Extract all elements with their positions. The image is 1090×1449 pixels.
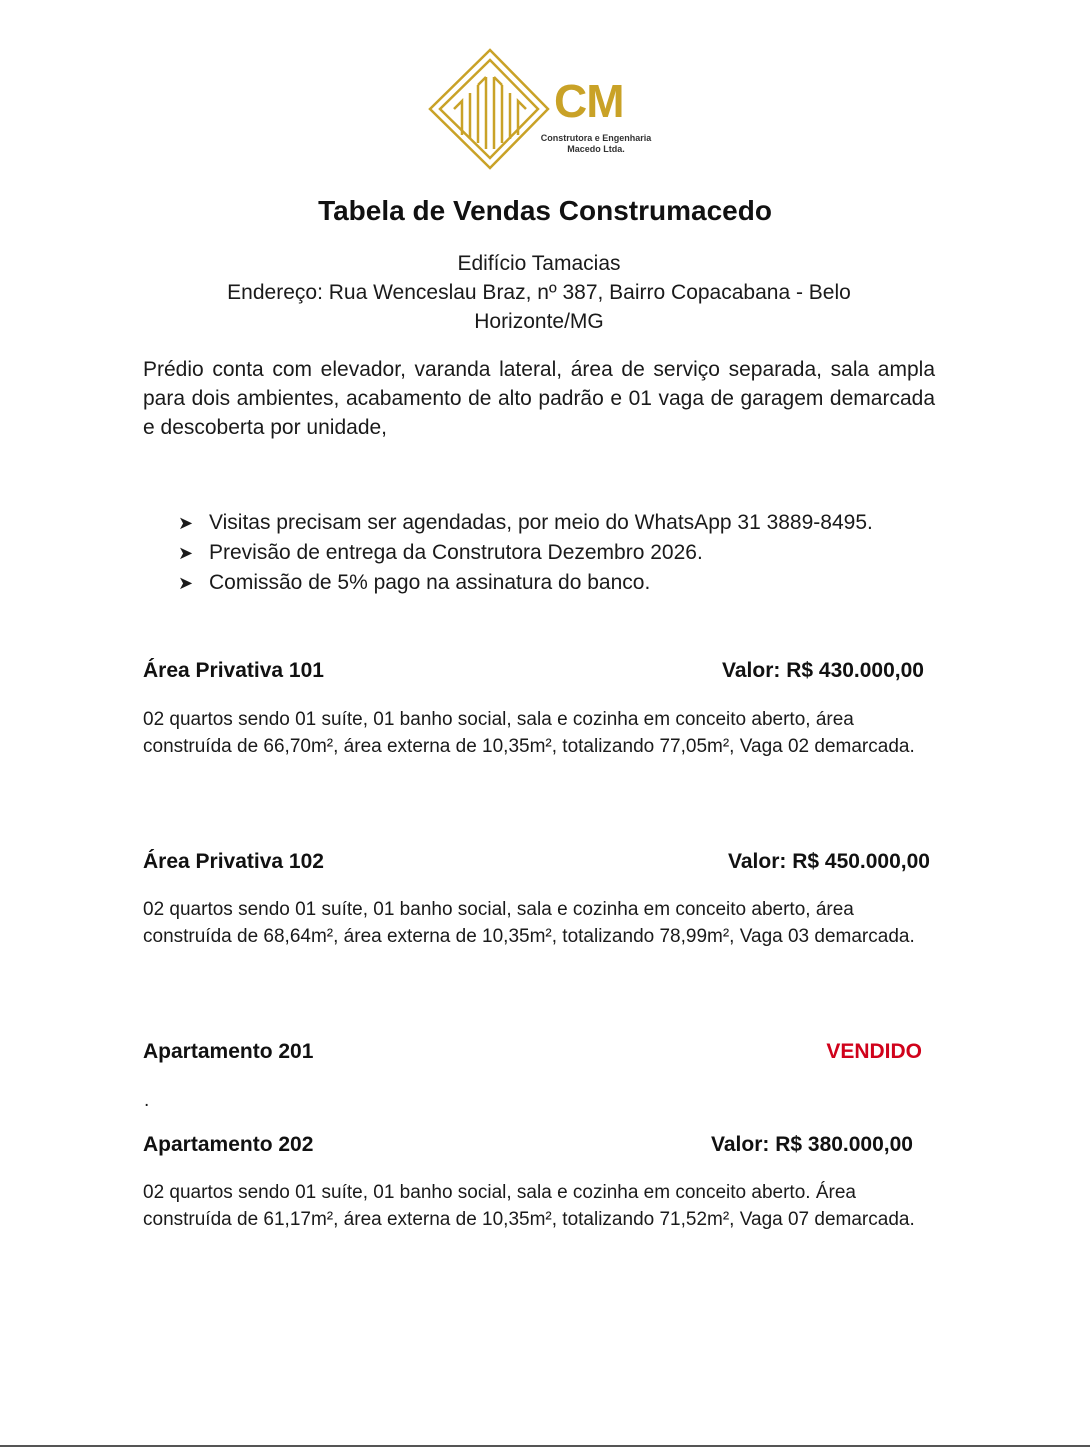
- diamond-building-icon: [424, 47, 554, 173]
- logo-subtitle: [536, 133, 656, 155]
- unit-name-101: Área Privativa 101: [143, 659, 324, 682]
- logo-subtitle-line1: Construtora e Engenharia: [540, 133, 652, 143]
- logo-subtitle-line2: Macedo Ltda.: [567, 144, 625, 154]
- bullet-text: Visitas precisam ser agendadas, por meio do WhatsApp 31 3889-8495.: [209, 511, 873, 534]
- building-address-line1: Endereço: Rua Wenceslau Braz, nº 387, Bairro Copacabana - Belo: [227, 281, 851, 304]
- logo-brand-text: CM: [554, 75, 624, 127]
- bullet-item: [178, 538, 873, 568]
- unit-status-sold: VENDIDO: [826, 1040, 922, 1063]
- unit-name-202: Apartamento 202: [143, 1133, 314, 1156]
- page-bottom-divider: [0, 1445, 1090, 1447]
- arrow-bullet-icon: ➤: [178, 573, 194, 593]
- unit-description-202: 02 quartos sendo 01 suíte, 01 banho social, sala e cozinha em conceito aberto. Área construída de 61,17m², área externa de 10,35m², totalizando 71,52m², Vaga 07 demarcada.: [143, 1182, 915, 1230]
- unit-price-101: Valor: R$ 430.000,00: [722, 659, 924, 682]
- bullet-item: [178, 508, 873, 538]
- unit-description-102: 02 quartos sendo 01 suíte, 01 banho social, sala e cozinha em conceito aberto, área construída de 68,64m², área externa de 10,35m², totalizando 78,99m², Vaga 03 demarcada.: [143, 899, 915, 947]
- building-name: Edifício Tamacias: [457, 252, 621, 275]
- info-bullet-list: [178, 508, 873, 598]
- bullet-text: Previsão de entrega da Construtora Dezembro 2026.: [209, 541, 703, 564]
- bullet-item: [178, 568, 873, 598]
- arrow-bullet-icon: ➤: [178, 543, 194, 563]
- arrow-bullet-icon: ➤: [178, 513, 194, 533]
- unit-price-202: Valor: R$ 380.000,00: [711, 1133, 913, 1156]
- building-description: Prédio conta com elevador, varanda lateral, área de serviço separada, sala ampla para dois ambientes, acabamento de alto padrão e 01 vaga de garagem demarcada e descoberta por unidade,: [143, 358, 935, 439]
- company-logo: [424, 47, 664, 173]
- building-address-line2: Horizonte/MG: [474, 310, 604, 333]
- unit-description-201: .: [144, 1090, 150, 1111]
- unit-name-201: Apartamento 201: [143, 1040, 314, 1063]
- document-title: Tabela de Vendas Construmacedo: [318, 195, 772, 226]
- unit-description-101: 02 quartos sendo 01 suíte, 01 banho social, sala e cozinha em conceito aberto, área construída de 66,70m², área externa de 10,35m², totalizando 77,05m², Vaga 02 demarcada.: [143, 709, 915, 757]
- unit-price-102: Valor: R$ 450.000,00: [728, 850, 930, 873]
- unit-name-102: Área Privativa 102: [143, 850, 324, 873]
- bullet-text: Comissão de 5% pago na assinatura do banco.: [209, 571, 651, 594]
